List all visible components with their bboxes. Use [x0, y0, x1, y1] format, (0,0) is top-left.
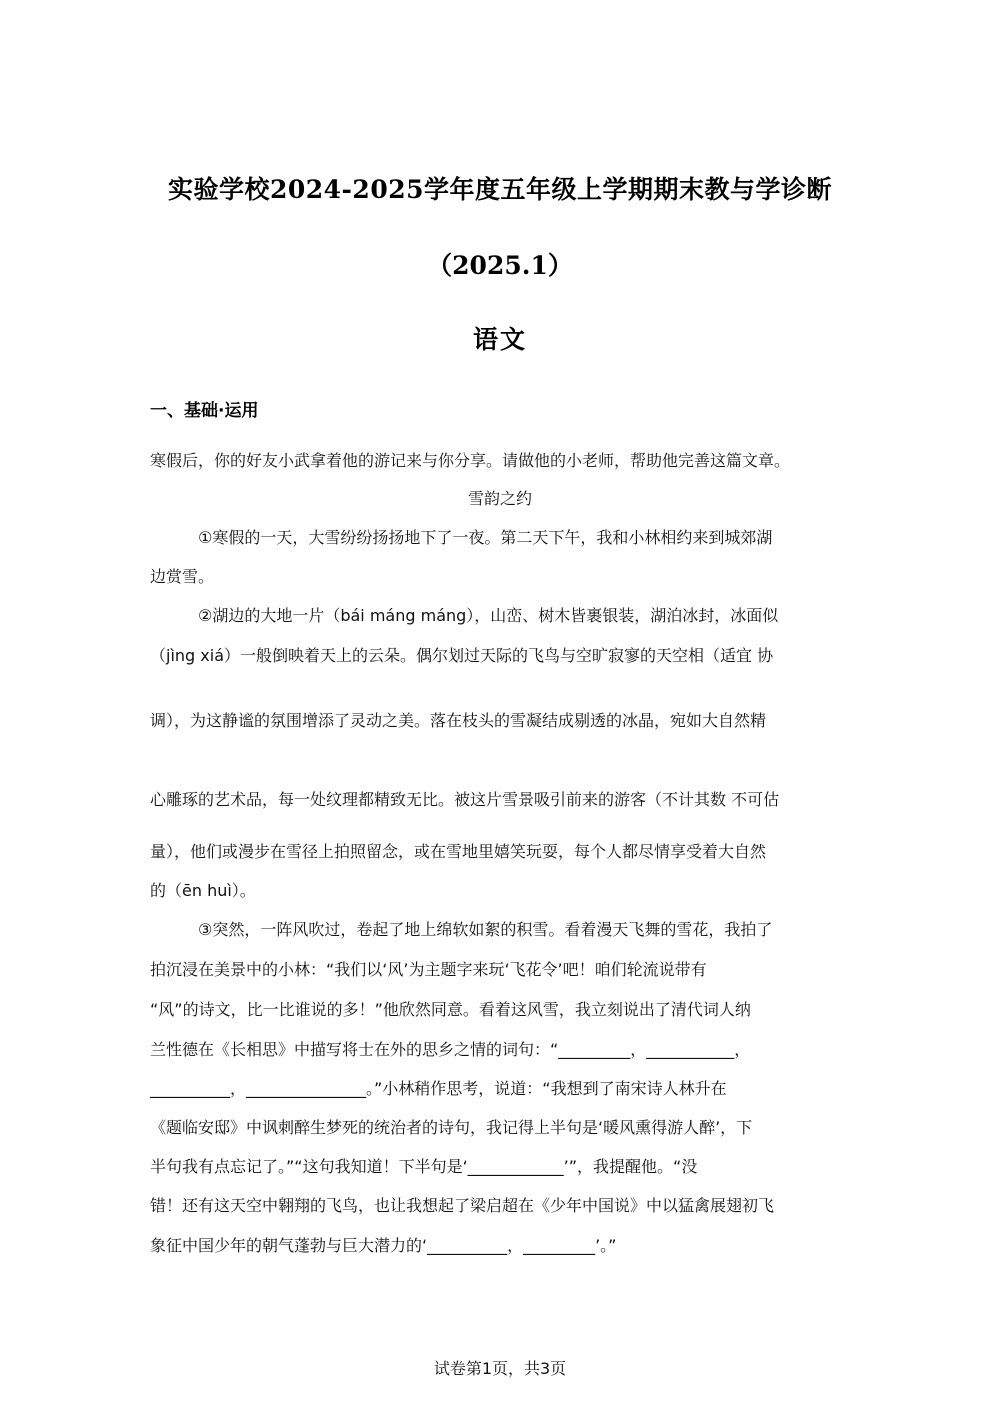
essay-line: “风”的诗文，比一比谁说的多！”他欣然同意。看着这风雪，我立刻说出了清代词人纳: [150, 1000, 751, 1019]
page-footer: 试卷第1页，共3页: [433, 1359, 567, 1378]
essay-line: 拍沉浸在美景中的小林：“我们以‘风’为主题字来玩‘飞花令’吧！咱们轮流说带有: [150, 960, 707, 979]
section-heading: 一、基础·运用: [150, 401, 259, 421]
essay-line: （jìng xiá）一般倒映着天上的云朵。偶尔划过天际的飞鸟与空旷寂寥的天空相（适宜 协: [150, 646, 774, 665]
exam-title: 实验学校2024-2025学年度五年级上学期期末教与学诊断: [167, 175, 833, 204]
essay-line: __________，_______________。”小林稍作思考，说道：“我想到了南宋诗人林升在: [150, 1079, 727, 1098]
essay-line: ③突然，一阵风吹过，卷起了地上绵软如絮的积雪。看着漫天飞舞的雪花，我拍了: [198, 920, 773, 939]
question-intro: 寒假后，你的好友小武拿着他的游记来与你分享。请做他的小老师，帮助他完善这篇文章。: [150, 451, 791, 470]
essay-line: 量），他们或漫步在雪径上拍照留念，或在雪地里嬉笑玩耍，每个人都尽情享受着大自然: [150, 842, 767, 861]
essay-line: 边赏雪。: [150, 567, 215, 586]
essay-title: 雪韵之约: [467, 489, 532, 508]
essay-line: 象征中国少年的朝气蓬勃与巨大潜力的‘__________，_________’。”: [150, 1236, 617, 1255]
essay-line: 调），为这静谧的氛围增添了灵动之美。落在枝头的雪凝结成剔透的冰晶，宛如大自然精: [150, 711, 767, 730]
essay-line: 心雕琢的艺术品，每一处纹理都精致无比。被这片雪景吸引前来的游客（不计其数 不可估: [150, 790, 780, 809]
essay-line: 错！还有这天空中翱翔的飞鸟，也让我想起了梁启超在《少年中国说》中以猛禽展翅初飞: [150, 1196, 775, 1215]
essay-line: ①寒假的一天，大雪纷纷扬扬地下了一夜。第二天下午，我和小林相约来到城郊湖: [198, 528, 773, 547]
essay-line: 的（ēn huì）。: [150, 881, 256, 900]
essay-line: ②湖边的大地一片（bái máng máng），山峦、树木皆裹银装，湖泊冰封，冰面似: [198, 606, 779, 625]
exam-date: （2025.1）: [427, 251, 573, 280]
essay-line: 兰性德在《长相思》中描写将士在外的思乡之情的词句：“_________，___________，: [150, 1040, 751, 1059]
essay-line: 半句我有点忘记了。”“这句我知道！下半句是‘____________’”，我提醒他。“没: [150, 1157, 698, 1176]
essay-line: 《题临安邸》中讽刺醉生梦死的统治者的诗句，我记得上半句是‘暖风熏得游人醉’，下: [150, 1118, 753, 1137]
subject-title: 语文: [472, 325, 527, 354]
